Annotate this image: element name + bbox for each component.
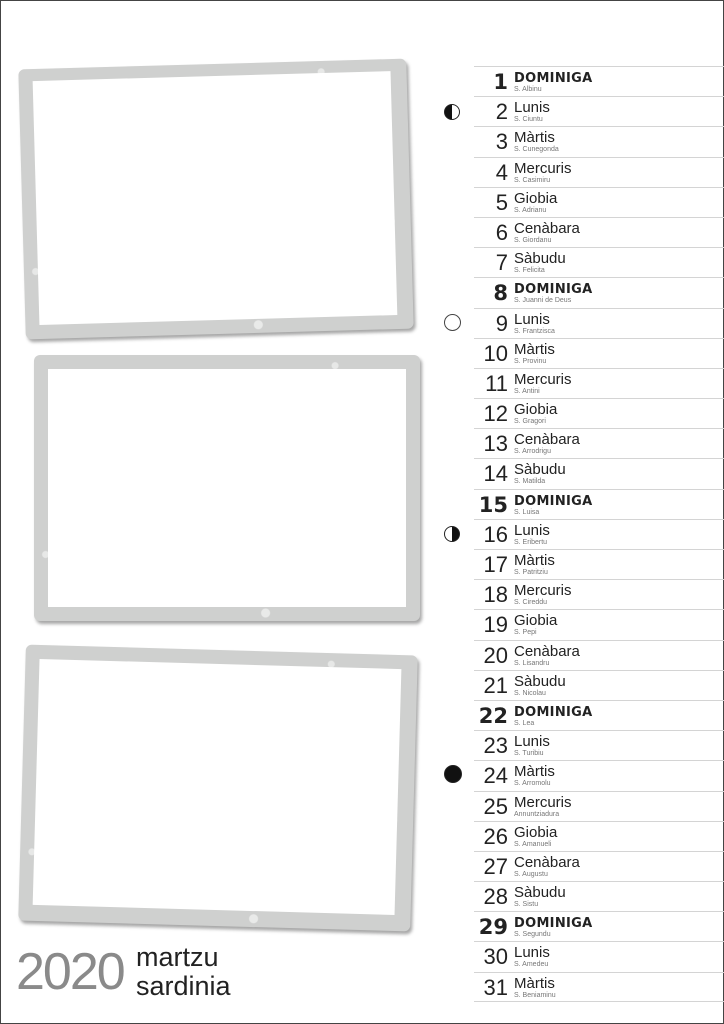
day-row (474, 730, 724, 760)
day-number: 24 (483, 763, 508, 789)
full-moon-icon (444, 314, 461, 331)
weekday-name: Sàbudu (514, 672, 566, 690)
day-row (474, 821, 724, 851)
day-row (474, 941, 724, 971)
day-number: 13 (483, 431, 508, 457)
day-row (474, 760, 724, 790)
day-row (474, 398, 724, 428)
saint-name: S. Lea (514, 719, 535, 727)
day-number: 20 (483, 642, 508, 668)
day-number: 31 (483, 974, 508, 1000)
day-row (474, 700, 724, 730)
weekday-name: Cenàbara (514, 853, 580, 871)
saint-name: S. Lisandru (514, 659, 550, 667)
day-number: 16 (483, 521, 508, 547)
weekday-name: DOMINIGA (514, 282, 593, 298)
day-row (474, 428, 724, 458)
day-number: 6 (495, 219, 508, 245)
saint-name: S. Eribertu (514, 538, 548, 546)
saint-name: S. Sistu (514, 901, 539, 909)
day-row (474, 519, 724, 549)
saint-name: S. Frantzisca (514, 327, 555, 335)
day-number: 27 (483, 853, 508, 879)
first-quarter-moon-icon (444, 104, 460, 120)
saint-name: S. Cunegonda (514, 146, 559, 154)
day-number: 25 (483, 793, 508, 819)
photo-placeholder-3[interactable] (33, 659, 402, 915)
day-row (474, 187, 724, 217)
saint-name: S. Amedeu (514, 961, 549, 969)
day-row (474, 670, 724, 700)
weekday-name: Cenàbara (514, 642, 580, 660)
photo-frame-2 (34, 355, 420, 621)
weekday-name: Sàbudu (514, 461, 566, 479)
calendar-month: martzu (136, 942, 219, 972)
day-number: 10 (483, 340, 508, 366)
weekday-name: Màrtis (514, 974, 555, 992)
weekday-name: Cenàbara (514, 431, 580, 449)
saint-name: S. Beniaminu (514, 991, 556, 999)
weekday-name: Mercuris (514, 159, 572, 177)
day-number: 28 (483, 884, 508, 910)
day-number: 11 (485, 370, 508, 396)
saint-name: S. Patritziu (514, 569, 548, 576)
saint-name: S. Felicita (514, 267, 545, 275)
day-row (474, 579, 724, 609)
weekday-name: Giobia (514, 612, 558, 630)
day-row (474, 972, 724, 1002)
day-row (474, 126, 724, 156)
weekday-name: Cenàbara (514, 219, 580, 237)
day-number: 29 (478, 915, 508, 940)
day-number: 21 (483, 672, 508, 698)
weekday-name: Giobia (514, 823, 558, 841)
day-number: 3 (495, 129, 508, 155)
day-number: 4 (495, 159, 508, 185)
day-row (474, 881, 724, 911)
new-moon-icon (444, 765, 462, 783)
weekday-name: Lunis (514, 521, 550, 539)
weekday-name: Màrtis (514, 763, 555, 781)
day-row (474, 66, 724, 96)
day-row (474, 489, 724, 519)
day-number: 2 (495, 99, 508, 125)
day-row (474, 277, 724, 307)
calendar-day-list (474, 66, 724, 1002)
day-row (474, 640, 724, 670)
saint-name: S. Pepi (514, 629, 537, 637)
weekday-name: DOMINIGA (514, 916, 593, 932)
saint-name: Annuntziadura (514, 810, 560, 818)
day-number: 17 (483, 552, 508, 577)
day-number: 30 (483, 944, 508, 970)
saint-name: S. Luisa (514, 508, 540, 516)
saint-name: S. Adrianu (514, 206, 547, 214)
day-row (474, 157, 724, 187)
saint-name: S. Ciuntu (514, 116, 543, 124)
day-row (474, 96, 724, 126)
weekday-name: Sàbudu (514, 250, 566, 268)
weekday-name: Lunis (514, 310, 550, 328)
photo-placeholder-1[interactable] (33, 71, 398, 325)
weekday-name: Lunis (514, 99, 550, 117)
weekday-name: Lunis (514, 944, 550, 962)
day-number: 26 (483, 823, 508, 849)
saint-name: S. Arromolu (514, 780, 551, 788)
photo-frame-1 (18, 59, 413, 340)
saint-name: S. Segundu (514, 931, 551, 939)
day-number: 7 (495, 250, 508, 276)
weekday-name: Giobia (514, 401, 558, 419)
day-row (474, 791, 724, 821)
weekday-name: DOMINIGA (514, 71, 593, 86)
day-row (474, 851, 724, 881)
saint-name: S. Juanni de Deus (514, 297, 572, 305)
weekday-name: Lunis (514, 733, 550, 751)
saint-name: S. Turibiu (514, 750, 544, 758)
photo-frame-3 (18, 645, 418, 932)
weekday-name: DOMINIGA (514, 493, 593, 509)
day-number: 5 (495, 189, 508, 215)
weekday-name: Giobia (514, 189, 558, 207)
saint-name: S. Arrodrigu (514, 448, 551, 456)
saint-name: S. Albinu (514, 86, 542, 93)
saint-name: S. Gragori (514, 418, 546, 426)
weekday-name: Màrtis (514, 552, 555, 569)
saint-name: S. Augustu (514, 870, 548, 878)
saint-name: S. Casimiru (514, 176, 551, 184)
last-quarter-moon-icon (444, 526, 460, 542)
saint-name: S. Provinu (514, 357, 547, 365)
day-row (474, 338, 724, 368)
day-number: 19 (483, 612, 508, 638)
weekday-name: Mercuris (514, 370, 572, 388)
day-row (474, 609, 724, 639)
day-row (474, 368, 724, 398)
day-row (474, 458, 724, 488)
saint-name: S. Cireddu (514, 599, 548, 607)
day-number: 12 (483, 401, 508, 427)
photo-placeholder-2[interactable] (48, 369, 406, 607)
weekday-name: Sàbudu (514, 884, 566, 902)
weekday-name: Màrtis (514, 340, 555, 358)
day-row (474, 911, 724, 941)
weekday-name: Mercuris (514, 582, 572, 600)
calendar-year: 2020 (16, 943, 124, 1001)
day-number: 18 (483, 582, 508, 608)
saint-name: S. Amanueli (514, 840, 552, 848)
day-row (474, 217, 724, 247)
weekday-name: Màrtis (514, 129, 555, 147)
day-number: 23 (483, 733, 508, 759)
day-number: 15 (478, 492, 508, 517)
day-number: 14 (483, 461, 508, 487)
saint-name: S. Antini (514, 387, 540, 395)
day-number: 8 (493, 281, 508, 306)
saint-name: S. Giordanu (514, 236, 552, 244)
saint-name: S. Nicolau (514, 689, 546, 697)
day-number: 22 (478, 703, 508, 728)
saint-name: S. Matilda (514, 478, 546, 486)
day-number: 1 (493, 70, 508, 94)
calendar-region: sardinia (136, 971, 231, 1001)
day-row (474, 549, 724, 579)
day-row (474, 308, 724, 338)
day-number: 9 (495, 310, 508, 336)
day-row (474, 247, 724, 277)
weekday-name: Mercuris (514, 793, 572, 811)
weekday-name: DOMINIGA (514, 704, 593, 720)
